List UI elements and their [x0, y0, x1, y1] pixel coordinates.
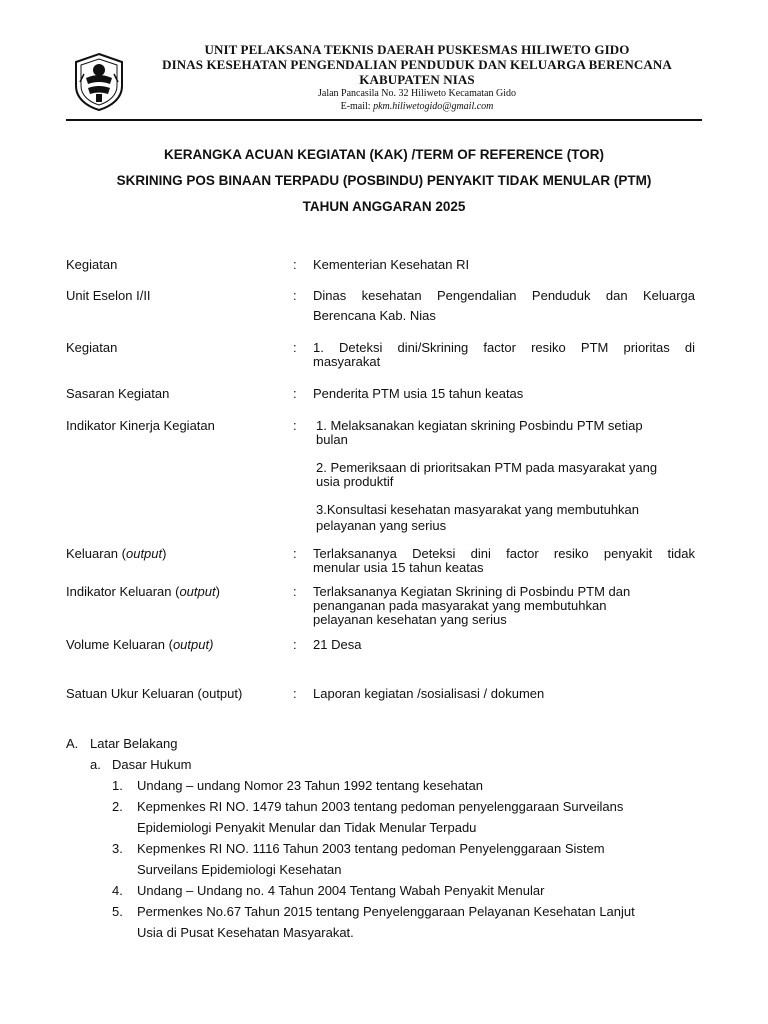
field-colon: : — [293, 288, 297, 303]
field-colon: : — [293, 637, 297, 652]
label-text: Volume Keluaran ( — [66, 637, 173, 652]
field-value-line: Berencana Kab. Nias — [313, 308, 436, 323]
email-address: pkm.hiliwetogido@gmail.com — [373, 101, 494, 112]
field-colon: : — [293, 584, 297, 599]
field-colon: : — [293, 386, 297, 401]
law-number: 1. — [112, 778, 123, 793]
field-label: Kegiatan — [66, 257, 118, 272]
field-value — [316, 419, 698, 533]
law-text — [137, 838, 672, 880]
law-text — [137, 901, 672, 943]
field-value-line: usia produktif — [316, 474, 394, 489]
email-label: E-mail: — [340, 101, 371, 112]
law-line: Surveilans Epidemiologi Kesehatan — [137, 862, 342, 877]
law-line: Undang – undang Nomor 23 Tahun 1992 tentang kesehatan — [137, 778, 483, 793]
field-colon: : — [293, 340, 297, 355]
section-a-marker: A. — [66, 736, 79, 751]
law-line: Kepmenkes RI NO. 1479 tahun 2003 tentang pedoman penyelenggaraan Surveilans — [137, 799, 624, 814]
field-value-line: menular usia 15 tahun keatas — [313, 560, 484, 575]
indicator-item-2 — [316, 461, 698, 489]
letterhead-divider — [66, 119, 702, 121]
law-line: Undang – Undang no. 4 Tahun 2004 Tentang Wabah Penyakit Menular — [137, 883, 545, 898]
field-label — [66, 547, 291, 561]
letterhead-email — [132, 100, 702, 113]
field-label — [66, 638, 291, 652]
law-number: 2. — [112, 799, 123, 814]
field-label: Kegiatan — [66, 340, 118, 355]
field-value-line: Terlaksananya Deteksi dini factor resiko penyakit tidak — [313, 546, 695, 561]
indicator-item-3 — [316, 503, 698, 533]
law-text — [137, 796, 672, 838]
label-italic: output) — [172, 637, 214, 652]
field-label: Satuan Ukur Keluaran (output) — [66, 686, 243, 701]
law-number: 5. — [112, 904, 123, 919]
field-value-line: pelayanan yang serius — [316, 518, 447, 533]
field-colon: : — [293, 418, 297, 433]
law-line: Permenkes No.67 Tahun 2015 tentang Penyelenggaraan Pelayanan Kesehatan Lanjut — [137, 904, 635, 919]
title-line-3: TAHUN ANGGARAN 2025 — [302, 199, 466, 214]
regency-emblem-icon — [72, 52, 126, 112]
field-value-line: 1. Deteksi dini/Skrining factor resiko PTM prioritas di — [313, 340, 695, 355]
field-value-line: pelayanan kesehatan yang serius — [313, 612, 507, 627]
label-text: Keluaran ( — [66, 546, 126, 561]
subsection-a-title: Dasar Hukum — [112, 757, 192, 772]
field-value-line: 2. Pemeriksaan di prioritsakan PTM pada masyarakat yang — [316, 460, 658, 475]
law-text — [137, 775, 672, 796]
field-value-line: Dinas kesehatan Pengendalian Penduduk dan Keluarga — [313, 288, 695, 303]
indicator-item-1 — [316, 419, 698, 447]
field-value-line: penanganan pada masyarakat yang membutuhkan — [313, 598, 607, 613]
field-value: 21 Desa — [313, 637, 362, 652]
field-colon: : — [293, 546, 297, 561]
letterhead-address: Jalan Pancasila No. 32 Hiliweto Kecamatan Gido — [318, 88, 516, 99]
law-line: Epidemiologi Penyakit Menular dan Tidak Menular Terpadu — [137, 820, 477, 835]
field-colon: : — [293, 257, 297, 272]
field-label: Unit Eselon I/II — [66, 288, 151, 303]
label-italic: output — [179, 584, 216, 599]
field-label: Sasaran Kegiatan — [66, 386, 170, 401]
letterhead — [66, 42, 702, 122]
field-label — [66, 585, 291, 599]
field-value-line: Terlaksananya Kegiatan Skrining di Posbindu PTM dan — [313, 584, 631, 599]
law-text — [137, 880, 672, 901]
label-text: Indikator Keluaran ( — [66, 584, 180, 599]
section-a-title: Latar Belakang — [90, 736, 178, 751]
field-value: Laporan kegiatan /sosialisasi / dokumen — [313, 686, 545, 701]
field-value-line: 3.Konsultasi kesehatan masyarakat yang membutuhkan — [316, 502, 640, 517]
law-number: 4. — [112, 883, 123, 898]
letterhead-line-2: DINAS KESEHATAN PENGENDALIAN PENDUDUK DAN KELUARGA BERENCANA — [162, 57, 672, 72]
field-value-line: 1. Melaksanakan kegiatan skrining Posbindu PTM setiap — [316, 418, 643, 433]
field-value — [313, 547, 695, 575]
label-text: ) — [215, 584, 220, 599]
label-text: ) — [162, 546, 167, 561]
field-colon: : — [293, 686, 297, 701]
field-value — [313, 585, 695, 627]
field-value-line: masyarakat — [313, 354, 381, 369]
field-value — [313, 289, 695, 323]
letterhead-line-1: UNIT PELAKSANA TEKNIS DAERAH PUSKESMAS HILIWETO GIDO — [204, 42, 630, 57]
field-value — [313, 341, 695, 369]
title-line-1: KERANGKA ACUAN KEGIATAN (KAK) /TERM OF REFERENCE (TOR) — [164, 147, 604, 162]
law-number: 3. — [112, 841, 123, 856]
field-value: Penderita PTM usia 15 tahun keatas — [313, 386, 524, 401]
letterhead-line-3: KABUPATEN NIAS — [359, 72, 475, 87]
field-value: Kementerian Kesehatan RI — [313, 257, 470, 272]
law-line: Kepmenkes RI NO. 1116 Tahun 2003 tentang pedoman Penyelenggaraan Sistem — [137, 841, 605, 856]
subsection-a-marker: a. — [90, 757, 101, 772]
label-italic: output — [125, 546, 163, 561]
field-label: Indikator Kinerja Kegiatan — [66, 418, 215, 433]
field-value-line: bulan — [316, 432, 348, 447]
document-titles — [0, 146, 768, 224]
law-line: Usia di Pusat Kesehatan Masyarakat. — [137, 925, 354, 940]
title-line-2: SKRINING POS BINAAN TERPADU (POSBINDU) PENYAKIT TIDAK MENULAR (PTM) — [116, 173, 652, 188]
